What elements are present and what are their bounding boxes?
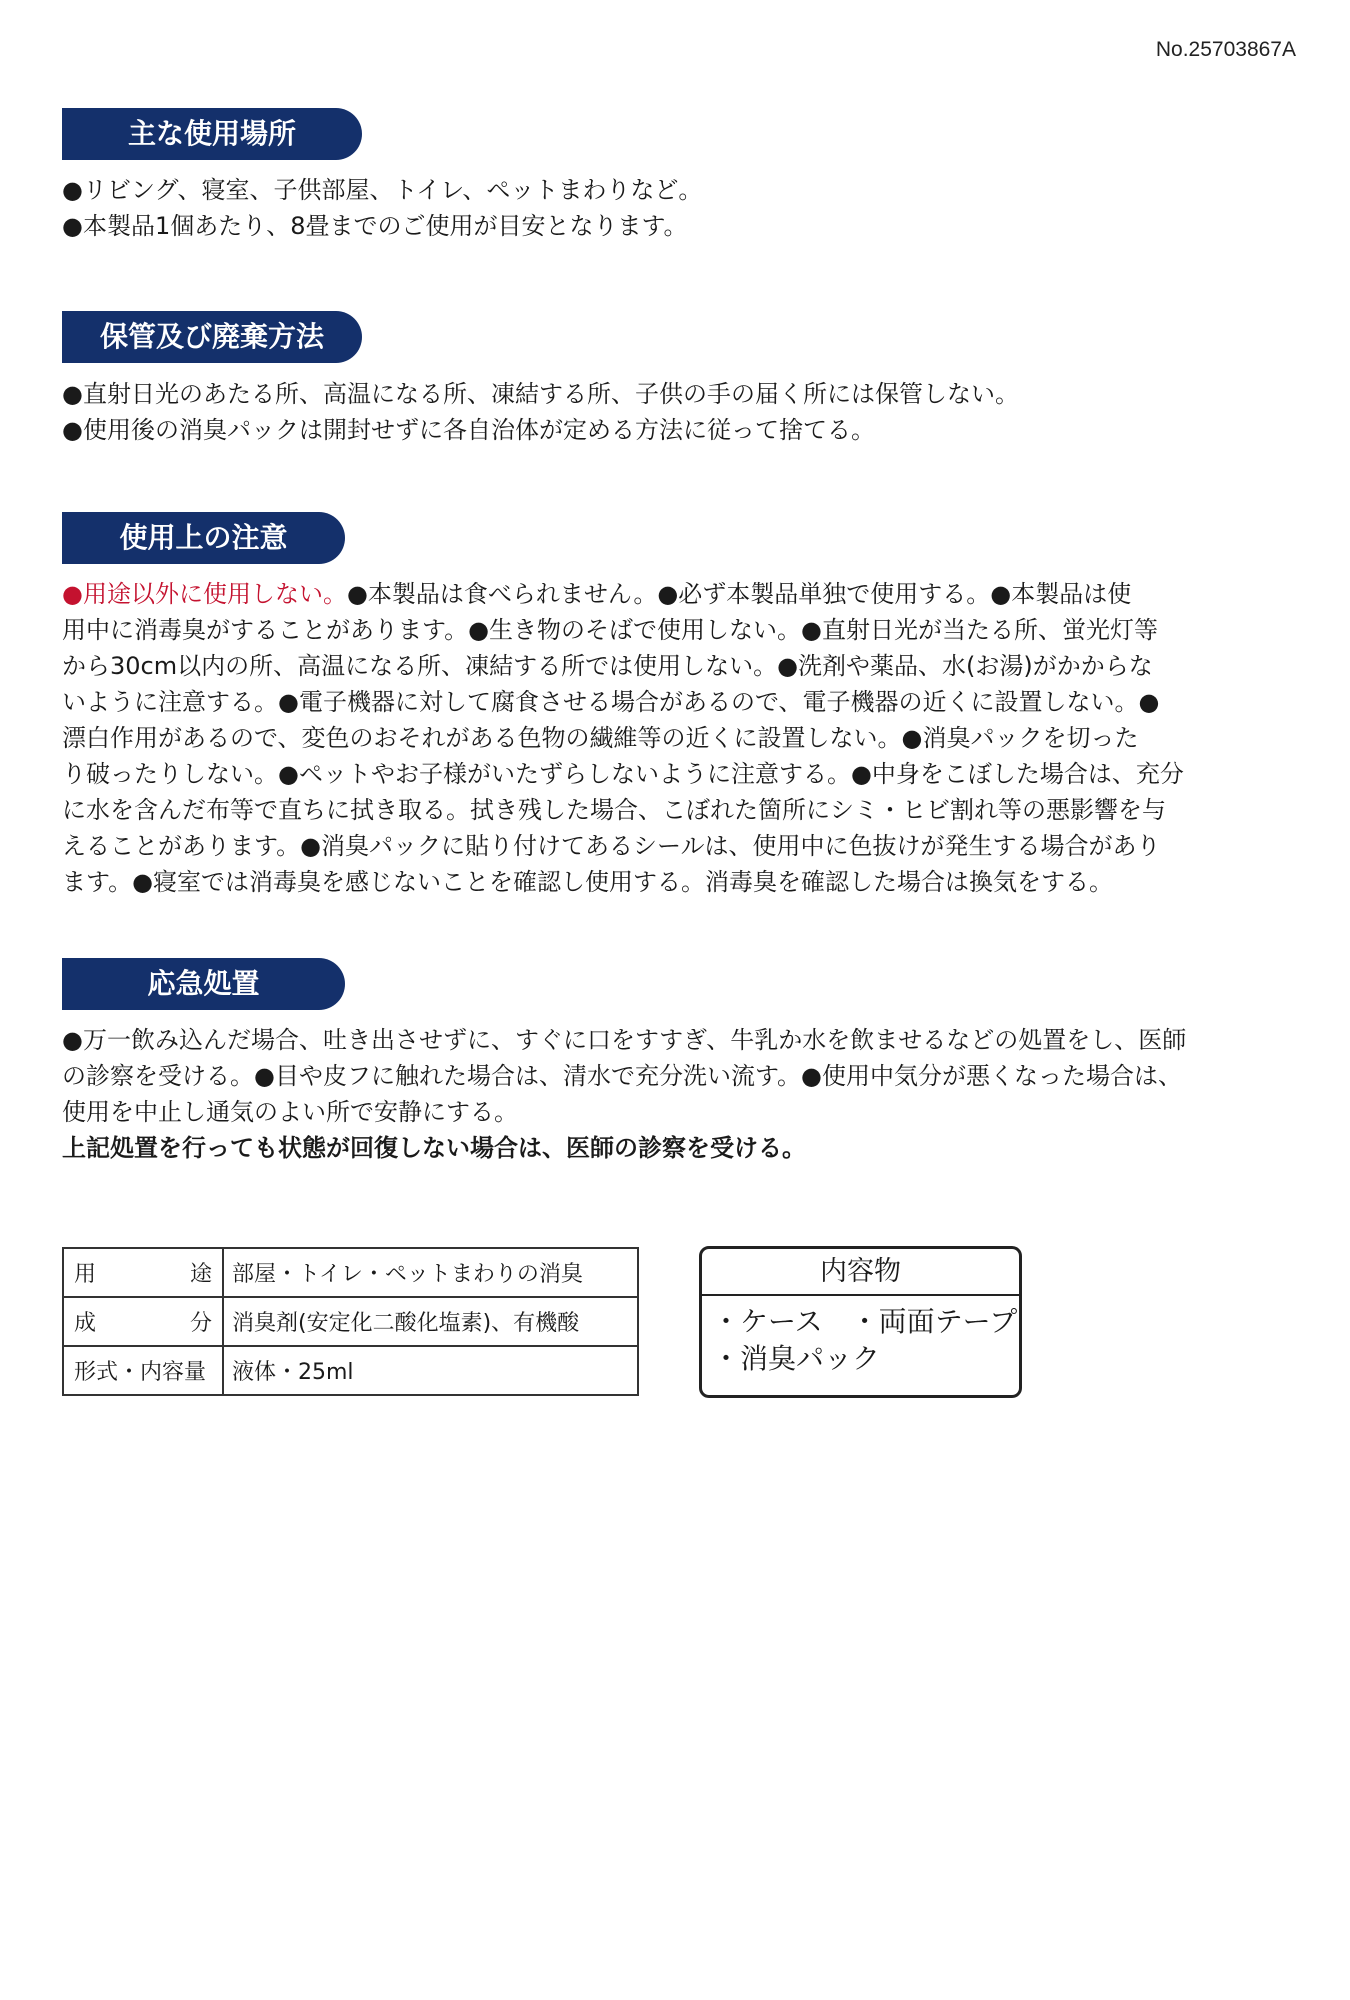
caution-line: いように注意する。●電子機器に対して腐食させる場合があるので、電子機器の近くに設置しない。● [62, 688, 1160, 716]
spec-label: 形式・内容量 [63, 1346, 223, 1395]
first-aid-line: ●万一飲み込んだ場合、吐き出させずに、すぐに口をすすぎ、牛乳か水を飲ませるなどの処置をし、医師 [62, 1026, 1187, 1054]
section-title-first-aid: 応急処置 [62, 958, 345, 1010]
spec-label-right: 分 [189, 1311, 212, 1336]
usage-place-line: ●リビング、寝室、子供部屋、トイレ、ペットまわりなど。 [62, 176, 703, 204]
spec-label-cell [63, 1248, 223, 1297]
contents-title: 内容物 [702, 1249, 1019, 1296]
first-aid-text [62, 1022, 1312, 1166]
section-title-storage: 保管及び廃棄方法 [62, 311, 362, 363]
storage-line: ●使用後の消臭パックは開封せずに各自治体が定める方法に従って捨てる。 [62, 416, 875, 444]
contents-items [702, 1296, 1019, 1377]
contents-item: ・両面テープ [850, 1305, 1018, 1338]
caution-line: から30cm以内の所、高温になる所、凍結する所では使用しない。●洗剤や薬品、水(お湯)がかからな [62, 652, 1153, 680]
table-row [63, 1297, 638, 1346]
usage-place-line: ●本製品1個あたり、8畳までのご使用が目安となります。 [62, 212, 688, 240]
table-row [63, 1248, 638, 1297]
caution-line: えることがあります。●消臭パックに貼り付けてあるシールは、使用中に色抜けが発生する場合があり [62, 832, 1161, 860]
spec-label-cell [63, 1297, 223, 1346]
caution-line: に水を含んだ布等で直ちに拭き取る。拭き残した場合、こぼれた箇所にシミ・ヒビ割れ等の悪影響を与 [62, 796, 1166, 824]
caution-line: 漂白作用があるので、変色のおそれがある色物の繊維等の近くに設置しない。●消臭パックを切った [62, 724, 1139, 752]
spec-label-left: 成 [74, 1311, 97, 1336]
first-aid-line: の診察を受ける。●目や皮フに触れた場合は、清水で充分洗い流す。●使用中気分が悪くなった場合は、 [62, 1062, 1182, 1090]
contents-box [699, 1246, 1022, 1398]
section-title-caution: 使用上の注意 [62, 512, 345, 564]
caution-text [62, 576, 1312, 900]
caution-line: り破ったりしない。●ペットやお子様がいたずらしないように注意する。●中身をこぼした場合は、充分 [62, 760, 1184, 788]
first-aid-bold-line: 上記処置を行っても状態が回復しない場合は、医師の診察を受ける。 [62, 1134, 806, 1162]
spec-table [62, 1247, 639, 1396]
document-number: No.25703867A [1155, 38, 1296, 61]
caution-warning-red: ●用途以外に使用しない。 [62, 580, 347, 608]
spec-label-right: 途 [189, 1262, 212, 1287]
spec-value: 液体・25ml [223, 1346, 638, 1395]
usage-place-text [62, 172, 1312, 244]
spec-value: 消臭剤(安定化二酸化塩素)、有機酸 [223, 1297, 638, 1346]
storage-line: ●直射日光のあたる所、高温になる所、凍結する所、子供の手の届く所には保管しない。 [62, 380, 1019, 408]
spec-label-left: 用 [74, 1262, 97, 1287]
table-row [63, 1346, 638, 1395]
caution-line: 用中に消毒臭がすることがあります。●生き物のそばで使用しない。●直射日光が当たる所、蛍光灯等 [62, 616, 1158, 644]
spec-value: 部屋・トイレ・ペットまわりの消臭 [223, 1248, 638, 1297]
first-aid-line: 使用を中止し通気のよい所で安静にする。 [62, 1098, 518, 1126]
contents-item: ・消臭パック [712, 1342, 881, 1375]
storage-text [62, 376, 1312, 448]
caution-line: ●本製品は食べられません。●必ず本製品単独で使用する。●本製品は使 [346, 580, 1132, 608]
contents-item: ・ケース [712, 1305, 823, 1338]
section-title-usage-place: 主な使用場所 [62, 108, 362, 160]
caution-line: ます。●寝室では消毒臭を感じないことを確認し使用する。消毒臭を確認した場合は換気をする。 [62, 868, 1114, 896]
